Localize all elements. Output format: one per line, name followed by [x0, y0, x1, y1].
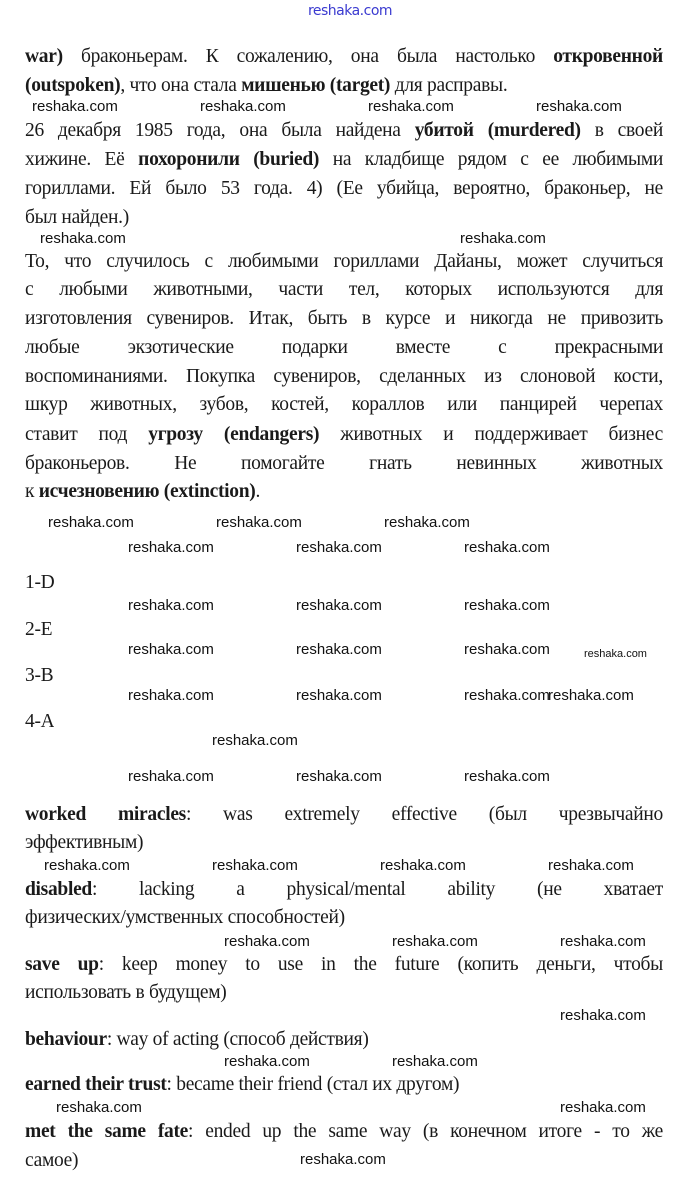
text-segment: браконьеров. Не помогайте гнать невинных животных	[25, 453, 663, 474]
text-segment: ставит под	[25, 424, 149, 445]
p1-line	[25, 149, 663, 171]
watermark: reshaka.com	[216, 514, 302, 531]
watermark: reshaka.com	[300, 1151, 386, 1168]
answers-line	[25, 665, 53, 687]
watermark: reshaka.com	[560, 933, 646, 950]
bold-term: behaviour	[25, 1029, 107, 1050]
watermark: reshaka.com	[460, 230, 546, 247]
watermark: reshaka.com	[128, 687, 214, 704]
definitions-line	[25, 954, 663, 976]
bold-term: worked miracles	[25, 804, 186, 825]
p1-line	[25, 178, 663, 200]
bold-term: war)	[25, 46, 63, 67]
text-segment: изготовления сувениров. Итак, быть в курсе и никогда не привозить	[25, 308, 663, 329]
watermark: reshaka.com	[368, 98, 454, 115]
definitions-line	[25, 907, 345, 929]
text-segment: : lacking a physical/mental ability (не хватает	[91, 879, 663, 900]
watermark: reshaka.com	[464, 641, 550, 658]
bold-term: earned their trust	[25, 1074, 167, 1095]
watermark: reshaka.com	[56, 1099, 142, 1116]
watermark: reshaka.com	[384, 514, 470, 531]
text-segment: на кладбище рядом с ее любимыми	[319, 149, 663, 170]
p1-line	[25, 207, 129, 229]
bold-term: мишенью (target)	[241, 75, 391, 96]
text-segment: 2-E	[25, 619, 53, 640]
watermark: reshaka.com	[548, 687, 634, 704]
answers-line	[25, 711, 54, 733]
text-segment: физических/умственных способностей)	[25, 907, 345, 928]
text-segment: с любыми животными, части тел, которых используются для	[25, 279, 663, 300]
watermark: reshaka.com	[296, 687, 382, 704]
text-segment: : ended up the same way (в конечном итоге - то же	[188, 1121, 663, 1142]
watermark: reshaka.com	[380, 857, 466, 874]
text-segment: : way of acting (способ действия)	[106, 1029, 369, 1050]
text-segment: для расправы.	[390, 75, 508, 96]
watermark: reshaka.com	[128, 641, 214, 658]
watermark: reshaka.com	[32, 98, 118, 115]
p1-line	[25, 46, 663, 68]
text-segment: То, что случилось с любимыми гориллами Дайаны, может случиться	[25, 251, 663, 272]
watermark: reshaka.com	[128, 539, 214, 556]
text-segment: хижине. Её	[25, 149, 139, 170]
watermark: reshaka.com	[560, 1007, 646, 1024]
definitions-line	[25, 1029, 369, 1051]
watermark: reshaka.com	[464, 768, 550, 785]
watermark: reshaka.com	[584, 648, 647, 660]
definitions-line	[25, 1121, 663, 1143]
p2-line	[25, 394, 663, 416]
text-segment: любые экзотические подарки вместе с прекрасными	[25, 337, 663, 358]
text-segment: к	[25, 481, 39, 502]
answers-line	[25, 572, 54, 594]
bold-term: угрозу (endangers)	[148, 424, 320, 445]
watermark: reshaka.com	[224, 933, 310, 950]
p1-line	[25, 120, 663, 142]
watermark: reshaka.com	[392, 933, 478, 950]
p2-line	[25, 366, 663, 388]
text-segment: гориллами. Ей было 53 года. 4) (Ее убийца, вероятно, браконьер, не	[25, 178, 663, 199]
bold-term: met the same fate	[25, 1121, 189, 1142]
p1-line	[25, 75, 507, 97]
watermark: reshaka.com	[464, 687, 550, 704]
watermark: reshaka.com	[536, 98, 622, 115]
watermark: reshaka.com	[212, 732, 298, 749]
p2-line	[25, 251, 663, 273]
bold-term: disabled	[25, 879, 92, 900]
watermark: reshaka.com	[392, 1053, 478, 1070]
answers-line	[25, 619, 52, 641]
definitions-line	[25, 832, 143, 854]
text-segment: воспоминаниями. Покупка сувениров, сделанных из слоновой кости,	[25, 366, 663, 387]
watermark: reshaka.com	[296, 768, 382, 785]
p2-line	[25, 279, 663, 301]
text-segment: был найден.)	[25, 207, 129, 228]
watermark: reshaka.com	[296, 539, 382, 556]
text-segment: шкур животных, зубов, костей, кораллов или панцирей черепах	[25, 394, 663, 415]
bold-term: (outspoken)	[25, 75, 121, 96]
text-segment: животных и поддерживает бизнес	[319, 424, 663, 445]
site-header-watermark[interactable]: reshaka.com	[307, 3, 393, 19]
text-segment: : became their friend (стал их другом)	[166, 1074, 460, 1095]
watermark: reshaka.com	[560, 1099, 646, 1116]
text-segment: 3-B	[25, 665, 54, 686]
p2-line	[25, 453, 663, 475]
watermark: reshaka.com	[44, 857, 130, 874]
text-segment: : keep money to use in the future (копить деньги, чтобы	[98, 954, 663, 975]
definitions-line	[25, 1074, 459, 1096]
definitions-line	[25, 879, 663, 901]
watermark: reshaka.com	[128, 597, 214, 614]
p2-line	[25, 481, 260, 503]
watermark: reshaka.com	[464, 539, 550, 556]
text-segment: .	[255, 481, 261, 502]
bold-term: исчезновению (extinction)	[38, 481, 256, 502]
definitions-line	[25, 982, 226, 1004]
definitions-line	[25, 804, 663, 826]
text-segment: браконьерам. К сожалению, она была настолько	[62, 46, 554, 67]
text-segment: : was extremely effective (был чрезвычайно	[185, 804, 663, 825]
watermark: reshaka.com	[224, 1053, 310, 1070]
watermark: reshaka.com	[464, 597, 550, 614]
text-segment: использовать в будущем)	[25, 982, 227, 1003]
bold-term: похоронили (buried)	[138, 149, 320, 170]
watermark: reshaka.com	[296, 641, 382, 658]
text-segment: 26 декабря 1985 года, она была найдена	[25, 120, 415, 141]
text-segment: эффективным)	[25, 832, 144, 853]
watermark: reshaka.com	[296, 597, 382, 614]
p2-line	[25, 337, 663, 359]
watermark: reshaka.com	[200, 98, 286, 115]
watermark: reshaka.com	[548, 857, 634, 874]
p2-line	[25, 424, 663, 446]
p2-line	[25, 308, 663, 330]
watermark: reshaka.com	[40, 230, 126, 247]
text-segment: , что она стала	[120, 75, 242, 96]
bold-term: убитой (murdered)	[414, 120, 581, 141]
text-segment: самое)	[25, 1150, 79, 1171]
bold-term: откровенной	[553, 46, 663, 67]
watermark: reshaka.com	[212, 857, 298, 874]
watermark: reshaka.com	[128, 768, 214, 785]
text-segment: в своей	[580, 120, 663, 141]
definitions-line	[25, 1150, 78, 1172]
text-segment: 4-A	[25, 711, 55, 732]
bold-term: save up	[25, 954, 99, 975]
watermark: reshaka.com	[48, 514, 134, 531]
text-segment: 1-D	[25, 572, 55, 593]
